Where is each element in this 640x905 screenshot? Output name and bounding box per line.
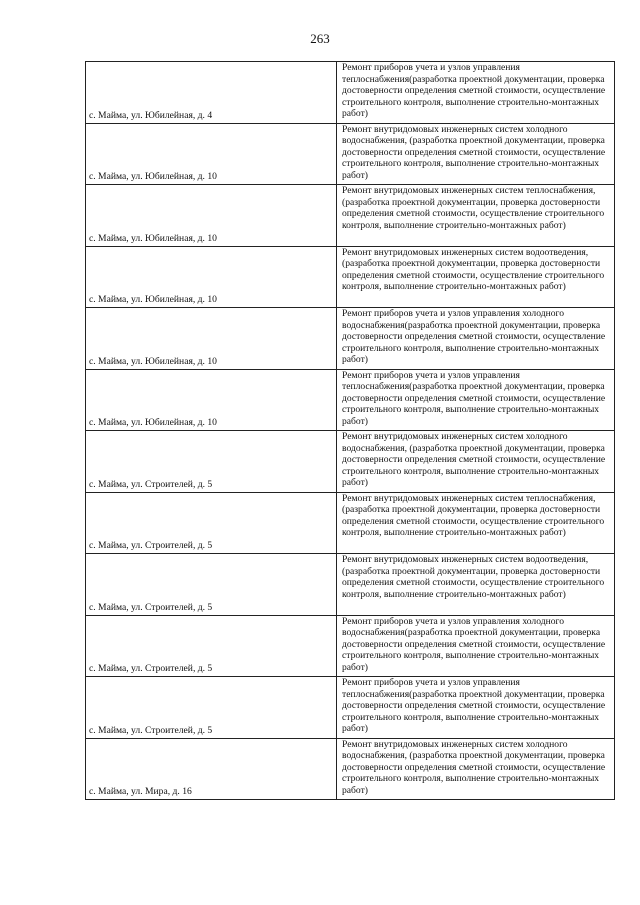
work-description-cell: Ремонт внутридомовых инженерных систем водоотведения, (разработка проектной документации, проверка достоверности определения сметной стоимости, осуществление строительного контроля, выполнение строительно-монтажных работ) (337, 246, 615, 308)
address-cell: с. Майма, ул. Юбилейная, д. 10 (86, 246, 337, 308)
table-row (86, 615, 615, 677)
table-row (86, 677, 615, 739)
address-cell: с. Майма, ул. Юбилейная, д. 4 (86, 62, 337, 124)
works-table-body (86, 62, 615, 800)
table-row (86, 554, 615, 616)
address-cell: с. Майма, ул. Юбилейная, д. 10 (86, 369, 337, 431)
table-row (86, 185, 615, 247)
address-cell: с. Майма, ул. Строителей, д. 5 (86, 431, 337, 493)
table-row (86, 369, 615, 431)
work-description-cell: Ремонт приборов учета и узлов управления теплоснабжения(разработка проектной документации, проверка достоверности определения сметной стоимости, осуществление строительного контроля, выполнение строительно-монтажных работ) (337, 677, 615, 739)
table-row (86, 62, 615, 124)
address-cell: с. Майма, ул. Строителей, д. 5 (86, 615, 337, 677)
page-number: 263 (310, 31, 330, 46)
address-cell: с. Майма, ул. Юбилейная, д. 10 (86, 185, 337, 247)
work-description-cell: Ремонт приборов учета и узлов управления холодного водоснабжения(разработка проектной документации, проверка достоверности определения сметной стоимости, осуществление строительного контроля, выполнение строительно-монтажных работ) (337, 615, 615, 677)
work-description-cell: Ремонт внутридомовых инженерных систем холодного водоснабжения, (разработка проектной документации, проверка достоверности определения сметной стоимости, осуществление строительного контроля, выполнение строительно-монтажных работ) (337, 738, 615, 800)
work-description-cell: Ремонт внутридомовых инженерных систем теплоснабжения, (разработка проектной документации, проверка достоверности определения сметной стоимости, осуществление строительного контроля, выполнение строительно-монтажных работ) (337, 185, 615, 247)
work-description-cell: Ремонт приборов учета и узлов управления теплоснабжения(разработка проектной документации, проверка достоверности определения сметной стоимости, осуществление строительного контроля, выполнение строительно-монтажных работ) (337, 62, 615, 124)
work-description-cell: Ремонт внутридомовых инженерных систем холодного водоснабжения, (разработка проектной документации, проверка достоверности определения сметной стоимости, осуществление строительного контроля, выполнение строительно-монтажных работ) (337, 431, 615, 493)
work-description-cell: Ремонт приборов учета и узлов управления теплоснабжения(разработка проектной документации, проверка достоверности определения сметной стоимости, осуществление строительного контроля, выполнение строительно-монтажных работ) (337, 369, 615, 431)
work-description-cell: Ремонт внутридомовых инженерных систем водоотведения, (разработка проектной документации, проверка достоверности определения сметной стоимости, осуществление строительного контроля, выполнение строительно-монтажных работ) (337, 554, 615, 616)
table-row (86, 308, 615, 370)
address-cell: с. Майма, ул. Строителей, д. 5 (86, 554, 337, 616)
table-row (86, 431, 615, 493)
address-cell: с. Майма, ул. Строителей, д. 5 (86, 492, 337, 554)
table-row (86, 738, 615, 800)
address-cell: с. Майма, ул. Мира, д. 16 (86, 738, 337, 800)
address-cell: с. Майма, ул. Юбилейная, д. 10 (86, 123, 337, 185)
table-row (86, 123, 615, 185)
address-cell: с. Майма, ул. Строителей, д. 5 (86, 677, 337, 739)
works-table (85, 61, 615, 800)
table-row (86, 246, 615, 308)
address-cell: с. Майма, ул. Юбилейная, д. 10 (86, 308, 337, 370)
work-description-cell: Ремонт приборов учета и узлов управления холодного водоснабжения(разработка проектной документации, проверка достоверности определения сметной стоимости, осуществление строительного контроля, выполнение строительно-монтажных работ) (337, 308, 615, 370)
table-row (86, 492, 615, 554)
work-description-cell: Ремонт внутридомовых инженерных систем теплоснабжения, (разработка проектной документации, проверка достоверности определения сметной стоимости, осуществление строительного контроля, выполнение строительно-монтажных работ) (337, 492, 615, 554)
work-description-cell: Ремонт внутридомовых инженерных систем холодного водоснабжения, (разработка проектной документации, проверка достоверности определения сметной стоимости, осуществление строительного контроля, выполнение строительно-монтажных работ) (337, 123, 615, 185)
